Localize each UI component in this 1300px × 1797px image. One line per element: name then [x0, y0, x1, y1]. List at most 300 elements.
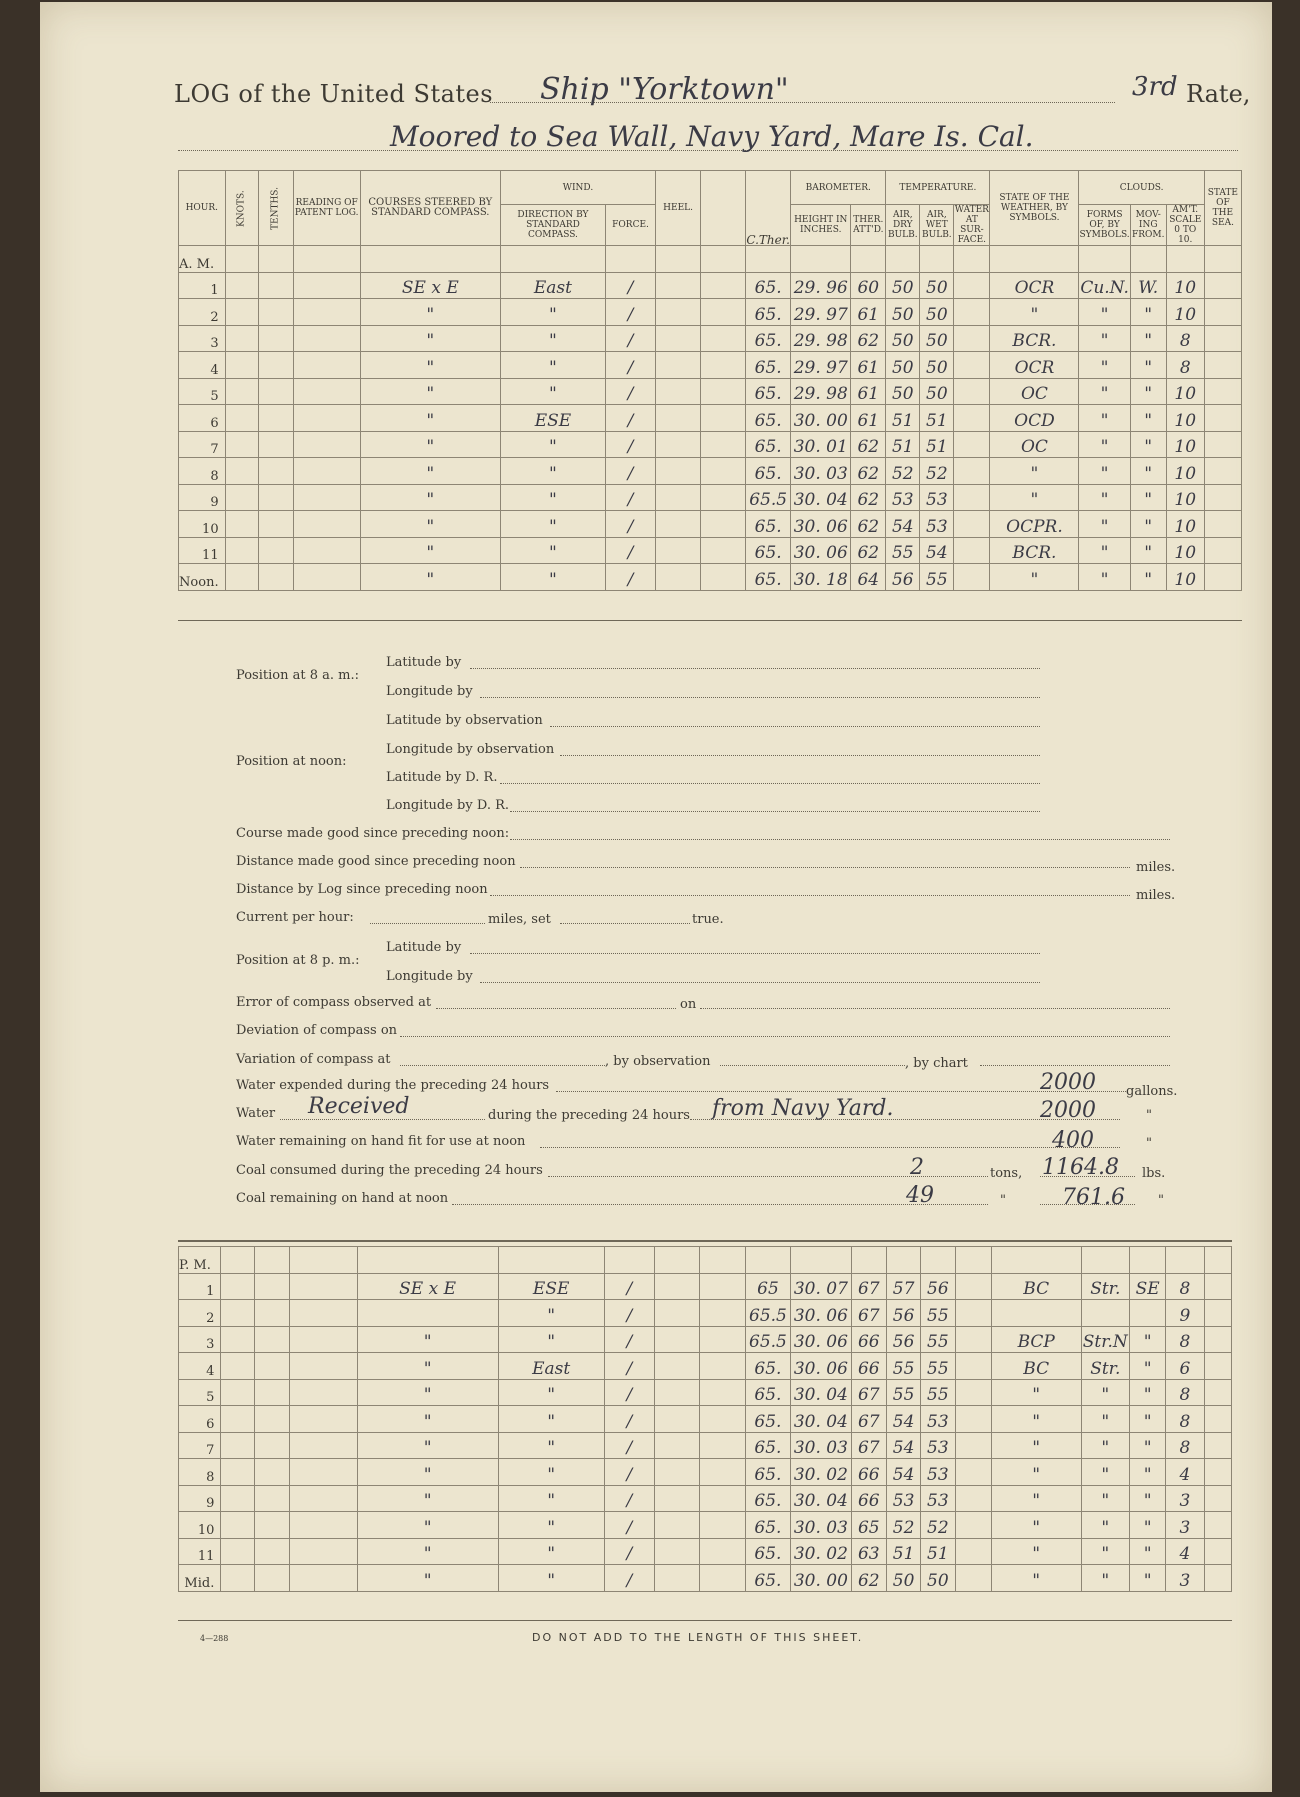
am-wet: 52: [920, 458, 954, 485]
am-moving: ": [1130, 564, 1166, 591]
pm-row: [179, 1273, 1232, 1300]
pm-force: /: [604, 1485, 654, 1512]
am-amt: 10: [1166, 484, 1204, 511]
col-temperature: TEMPERATURE.: [886, 171, 990, 205]
am-wind: ": [500, 299, 605, 326]
pm-wx: ": [991, 1485, 1081, 1512]
pos-8am-label: Position at 8 a. m.:: [236, 668, 359, 683]
am-att: 60: [851, 272, 886, 299]
am-cther: 65.: [746, 325, 791, 352]
pm-hour: 8: [179, 1459, 221, 1486]
pm-dry: 57: [886, 1273, 920, 1300]
am-cther: 65.: [746, 299, 791, 326]
long-obs: Longitude by observation: [386, 742, 555, 757]
pm-course: [357, 1300, 498, 1327]
col-c-ther: C.Ther.: [746, 171, 791, 246]
water-label: Water: [236, 1106, 276, 1121]
pm-att: 67: [851, 1300, 886, 1327]
am-wx: ": [990, 299, 1079, 326]
am-forms: ": [1079, 564, 1130, 591]
am-wind: ": [500, 537, 605, 564]
pm-wx: ": [991, 1406, 1081, 1433]
pm-row: [179, 1538, 1232, 1565]
pm-amt: 8: [1166, 1326, 1204, 1353]
pm-att: 66: [851, 1459, 886, 1486]
pm-wx: BC: [991, 1353, 1081, 1380]
pm-force: /: [604, 1326, 654, 1353]
long-dr: Longitude by D. R.: [386, 798, 509, 813]
pm-dry: 54: [886, 1432, 920, 1459]
am-moving: ": [1130, 484, 1166, 511]
pm-wx: ": [991, 1379, 1081, 1406]
am-amt: 10: [1166, 458, 1204, 485]
am-bar: 30. 06: [791, 511, 851, 538]
pm-dry: 50: [886, 1565, 920, 1592]
footer-warning: DO NOT ADD TO THE LENGTH OF THIS SHEET.: [532, 1631, 864, 1644]
col-weather: STATE OF THE WEATHER, BY SYMBOLS.: [990, 171, 1079, 246]
pm-wind: ": [498, 1300, 604, 1327]
am-course: SE x E: [360, 272, 500, 299]
pm-forms: [1081, 1300, 1129, 1327]
pm-wind: ": [498, 1459, 604, 1486]
am-dry: 50: [886, 378, 920, 405]
coal-remaining-lbs: 761.6: [1062, 1185, 1125, 1210]
pm-amt: 8: [1166, 1406, 1204, 1433]
pm-dry: 53: [886, 1485, 920, 1512]
col-air-wet: AIR, WET BULB.: [920, 205, 954, 246]
pm-wet: 56: [921, 1273, 955, 1300]
pm-wet: 50: [921, 1565, 955, 1592]
pm-wx: ": [991, 1565, 1081, 1592]
am-wet: 50: [920, 325, 954, 352]
pm-moving: ": [1129, 1406, 1165, 1433]
current-per-hour: Current per hour:: [236, 910, 354, 925]
pm-moving: ": [1129, 1353, 1165, 1380]
pm-forms: ": [1081, 1485, 1129, 1512]
true-label: true.: [692, 912, 724, 927]
pm-dry: 52: [886, 1512, 920, 1539]
am-amt: 10: [1166, 299, 1204, 326]
pm-wx: ": [991, 1512, 1081, 1539]
pm-wet: 55: [921, 1353, 955, 1380]
am-wind: ": [500, 458, 605, 485]
pm-wx: [991, 1300, 1081, 1327]
am-force: /: [606, 511, 656, 538]
pm-amt: 9: [1166, 1300, 1204, 1327]
pm-wet: 53: [921, 1432, 955, 1459]
am-course: ": [360, 511, 500, 538]
am-amt: 10: [1166, 537, 1204, 564]
pm-bar: 30. 04: [791, 1485, 852, 1512]
pm-wind: ": [498, 1432, 604, 1459]
pm-wet: 52: [921, 1512, 955, 1539]
gallons-label: gallons.: [1126, 1084, 1178, 1099]
am-wet: 54: [920, 537, 954, 564]
pm-forms: ": [1081, 1565, 1129, 1592]
am-wx: BCR.: [990, 537, 1079, 564]
pm-hour: 5: [179, 1379, 221, 1406]
pm-amt: 8: [1166, 1432, 1204, 1459]
am-row: [179, 431, 1242, 458]
am-wind: ": [500, 352, 605, 379]
long-by-8pm: Longitude by: [386, 969, 473, 984]
water-remaining-value: 400: [1052, 1128, 1094, 1153]
pm-bar: 30. 06: [791, 1300, 852, 1327]
pm-cther: 65.5: [745, 1300, 790, 1327]
pm-moving: ": [1129, 1485, 1165, 1512]
pm-cther: 65.: [745, 1538, 790, 1565]
pm-wx: ": [991, 1459, 1081, 1486]
pm-att: 65: [851, 1512, 886, 1539]
am-amt: 10: [1166, 431, 1204, 458]
am-force: /: [606, 458, 656, 485]
pm-forms: Str.: [1081, 1353, 1129, 1380]
pm-bar: 30. 04: [791, 1379, 852, 1406]
am-dry: 54: [886, 511, 920, 538]
pm-dry: 55: [886, 1379, 920, 1406]
pm-att: 67: [851, 1406, 886, 1433]
am-wx: ": [990, 484, 1079, 511]
pm-amt: 8: [1166, 1273, 1204, 1300]
am-course: ": [360, 405, 500, 432]
pm-att: 66: [851, 1353, 886, 1380]
pm-bar: 30. 06: [791, 1326, 852, 1353]
am-att: 61: [851, 352, 886, 379]
am-wx: OC: [990, 378, 1079, 405]
am-wx: OC: [990, 431, 1079, 458]
pm-forms: Str.: [1081, 1273, 1129, 1300]
am-row: [179, 537, 1242, 564]
am-forms: ": [1079, 458, 1130, 485]
pm-bar: 30. 03: [791, 1512, 852, 1539]
am-hour: 8: [179, 458, 226, 485]
water-expended-label: Water expended during the preceding 24 hours: [236, 1078, 550, 1093]
col-sea: STATE OF THE SEA.: [1204, 171, 1241, 246]
pm-bar: 30. 02: [791, 1459, 852, 1486]
am-dry: 51: [886, 431, 920, 458]
pm-amt: 8: [1166, 1379, 1204, 1406]
pm-row: [179, 1300, 1232, 1327]
col-courses: COURSES STEERED BY STANDARD COMPASS.: [360, 171, 500, 246]
am-moving: W.: [1130, 272, 1166, 299]
am-forms: ": [1079, 537, 1130, 564]
am-att: 61: [851, 405, 886, 432]
pm-moving: ": [1129, 1459, 1165, 1486]
pm-forms: ": [1081, 1459, 1129, 1486]
pm-dry: 51: [886, 1538, 920, 1565]
am-moving: ": [1130, 511, 1166, 538]
pm-label: P. M.: [179, 1247, 221, 1274]
pm-hour: Mid.: [179, 1565, 221, 1592]
pm-row: [179, 1353, 1232, 1380]
pm-wind: ": [498, 1512, 604, 1539]
rate-label: Rate,: [1186, 80, 1251, 108]
am-forms: ": [1079, 431, 1130, 458]
am-att: 62: [851, 431, 886, 458]
col-wind-force: FORCE.: [606, 205, 656, 246]
am-hour: 2: [179, 299, 226, 326]
am-wx: BCR.: [990, 325, 1079, 352]
coal-remaining-tons: 49: [906, 1183, 934, 1208]
pm-hour: 11: [179, 1538, 221, 1565]
pm-row: [179, 1432, 1232, 1459]
water-received-ditto: ": [1146, 1108, 1152, 1123]
am-row: [179, 511, 1242, 538]
am-cther: 65.: [746, 511, 791, 538]
am-dry: 51: [886, 405, 920, 432]
pm-hour: 2: [179, 1300, 221, 1327]
form-number: 4—288: [200, 1634, 229, 1643]
distance-made-good: Distance made good since preceding noon: [236, 854, 516, 869]
pm-wx: BCP: [991, 1326, 1081, 1353]
am-att: 62: [851, 537, 886, 564]
am-forms: ": [1079, 378, 1130, 405]
pm-cther: 65.: [745, 1565, 790, 1592]
am-att: 62: [851, 484, 886, 511]
am-dry: 52: [886, 458, 920, 485]
pm-forms: ": [1081, 1512, 1129, 1539]
pm-dry: 56: [886, 1326, 920, 1353]
pm-att: 63: [851, 1538, 886, 1565]
am-course: ": [360, 458, 500, 485]
pm-course: ": [357, 1406, 498, 1433]
am-hour: 9: [179, 484, 226, 511]
pm-forms: ": [1081, 1379, 1129, 1406]
am-row: [179, 272, 1242, 299]
am-moving: ": [1130, 458, 1166, 485]
pm-moving: ": [1129, 1432, 1165, 1459]
am-dry: 50: [886, 325, 920, 352]
ship-rate: 3rd: [1132, 72, 1178, 102]
pm-wet: 55: [921, 1326, 955, 1353]
pm-force: /: [604, 1512, 654, 1539]
am-course: ": [360, 564, 500, 591]
coal-consumed-tons: 2: [910, 1155, 924, 1180]
pm-wind: ESE: [498, 1273, 604, 1300]
pm-row: [179, 1379, 1232, 1406]
pm-force: /: [604, 1565, 654, 1592]
coal-rem-ditto-1: ": [1000, 1193, 1006, 1208]
pm-wind: ": [498, 1538, 604, 1565]
pm-force: /: [604, 1432, 654, 1459]
col-knots: KNOTS.: [225, 171, 258, 246]
am-wind: ": [500, 325, 605, 352]
pm-forms: Str.N: [1081, 1326, 1129, 1353]
am-wind: ": [500, 378, 605, 405]
pm-wet: 53: [921, 1459, 955, 1486]
col-wind: WIND.: [500, 171, 655, 205]
pm-bar: 30. 04: [791, 1406, 852, 1433]
am-log-table: [178, 170, 1242, 591]
am-wet: 53: [920, 511, 954, 538]
am-wet: 51: [920, 405, 954, 432]
pm-row: [179, 1326, 1232, 1353]
long-by-8am: Longitude by: [386, 684, 473, 699]
pm-hour: 4: [179, 1353, 221, 1380]
am-wx: OCR: [990, 272, 1079, 299]
am-bar: 29. 97: [791, 299, 851, 326]
am-wx: OCPR.: [990, 511, 1079, 538]
pm-hour: 1: [179, 1273, 221, 1300]
am-row: [179, 299, 1242, 326]
am-wx: OCR: [990, 352, 1079, 379]
pm-moving: ": [1129, 1565, 1165, 1592]
am-moving: ": [1130, 352, 1166, 379]
am-row: [179, 484, 1242, 511]
pm-amt: 6: [1166, 1353, 1204, 1380]
am-row: [179, 458, 1242, 485]
am-label: A. M.: [179, 246, 226, 273]
pm-course: ": [357, 1353, 498, 1380]
am-forms: Cu.N.: [1079, 272, 1130, 299]
am-bar: 30. 03: [791, 458, 851, 485]
am-force: /: [606, 405, 656, 432]
am-amt: 8: [1166, 352, 1204, 379]
pm-forms: ": [1081, 1538, 1129, 1565]
col-heel: HEEL.: [656, 171, 701, 246]
pm-moving: ": [1129, 1379, 1165, 1406]
pm-att: 66: [851, 1485, 886, 1512]
pm-force: /: [604, 1353, 654, 1380]
pm-course: ": [357, 1379, 498, 1406]
col-air-dry: AIR, DRY BULB.: [886, 205, 920, 246]
am-hour: 11: [179, 537, 226, 564]
am-forms: ": [1079, 405, 1130, 432]
col-hour: HOUR.: [179, 171, 226, 246]
pm-cther: 65.: [745, 1353, 790, 1380]
pm-dry: 54: [886, 1406, 920, 1433]
pm-wind: ": [498, 1565, 604, 1592]
pm-course: ": [357, 1485, 498, 1512]
col-barometer: BAROMETER.: [791, 171, 886, 205]
pm-row: [179, 1485, 1232, 1512]
pm-forms: ": [1081, 1432, 1129, 1459]
am-hour: 10: [179, 511, 226, 538]
am-dry: 50: [886, 352, 920, 379]
pm-force: /: [604, 1406, 654, 1433]
am-row: [179, 405, 1242, 432]
am-force: /: [606, 484, 656, 511]
pm-cther: 65.: [745, 1379, 790, 1406]
pm-att: 67: [851, 1379, 886, 1406]
am-hour: 7: [179, 431, 226, 458]
distance-by-log: Distance by Log since preceding noon: [236, 882, 488, 897]
am-force: /: [606, 299, 656, 326]
col-cloud-forms: FORMS OF, BY SYMBOLS.: [1079, 205, 1130, 246]
am-row: [179, 564, 1242, 591]
am-bar: 30. 18: [791, 564, 851, 591]
pm-cther: 65.: [745, 1459, 790, 1486]
pm-att: 66: [851, 1326, 886, 1353]
am-amt: 8: [1166, 325, 1204, 352]
am-cther: 65.: [746, 458, 791, 485]
pm-cther: 65.: [745, 1406, 790, 1433]
ship-name: Ship "Yorktown": [540, 72, 789, 107]
pm-wet: 55: [921, 1379, 955, 1406]
pm-row: [179, 1459, 1232, 1486]
by-observation: , by observation: [605, 1054, 711, 1069]
lat-by-8pm: Latitude by: [386, 940, 462, 955]
pm-amt: 3: [1166, 1485, 1204, 1512]
pm-course: ": [357, 1326, 498, 1353]
error-of-compass: Error of compass observed at: [236, 995, 432, 1010]
am-moving: ": [1130, 405, 1166, 432]
col-patent-log: READING OF PATENT LOG.: [293, 171, 360, 246]
pm-force: /: [604, 1273, 654, 1300]
am-wx: ": [990, 458, 1079, 485]
am-dry: 56: [886, 564, 920, 591]
am-wind: East: [500, 272, 605, 299]
am-forms: ": [1079, 352, 1130, 379]
am-hour: Noon.: [179, 564, 226, 591]
am-cther: 65.: [746, 378, 791, 405]
col-wind-direction: DIRECTION BY STANDARD COMPASS.: [500, 205, 605, 246]
am-wind: ": [500, 484, 605, 511]
am-course: ": [360, 431, 500, 458]
pm-wind: ": [498, 1406, 604, 1433]
pm-hour: 6: [179, 1406, 221, 1433]
pm-wx: ": [991, 1432, 1081, 1459]
am-wet: 50: [920, 352, 954, 379]
pos-noon-label: Position at noon:: [236, 754, 347, 769]
am-att: 64: [851, 564, 886, 591]
coal-remaining-label: Coal remaining on hand at noon: [236, 1191, 449, 1206]
pm-course: ": [357, 1459, 498, 1486]
pm-moving: SE: [1129, 1273, 1165, 1300]
pm-course: ": [357, 1538, 498, 1565]
pm-bar: 30. 07: [791, 1273, 852, 1300]
water-remaining-ditto: ": [1146, 1136, 1152, 1151]
pm-course: ": [357, 1512, 498, 1539]
pm-row: [179, 1512, 1232, 1539]
am-force: /: [606, 564, 656, 591]
am-forms: ": [1079, 484, 1130, 511]
am-hour: 3: [179, 325, 226, 352]
am-moving: ": [1130, 299, 1166, 326]
col-ther-attd: THER. ATT'D.: [851, 205, 886, 246]
col-cloud-moving: MOV-ING FROM.: [1130, 205, 1166, 246]
am-force: /: [606, 352, 656, 379]
am-forms: ": [1079, 299, 1130, 326]
am-wet: 50: [920, 299, 954, 326]
pm-amt: 4: [1166, 1459, 1204, 1486]
pm-course: ": [357, 1565, 498, 1592]
pm-amt: 4: [1166, 1538, 1204, 1565]
coal-consumed-label: Coal consumed during the preceding 24 hours: [236, 1163, 543, 1178]
pm-moving: ": [1129, 1512, 1165, 1539]
by-chart: , by chart: [905, 1056, 968, 1071]
pm-row: [179, 1565, 1232, 1592]
lat-by-8am: Latitude by: [386, 655, 462, 670]
am-dry: 55: [886, 537, 920, 564]
am-row: [179, 378, 1242, 405]
pm-row: [179, 1406, 1232, 1433]
am-wind: ": [500, 564, 605, 591]
pm-cther: 65: [745, 1273, 790, 1300]
am-course: ": [360, 378, 500, 405]
pm-course: SE x E: [357, 1273, 498, 1300]
am-moving: ": [1130, 325, 1166, 352]
am-att: 61: [851, 299, 886, 326]
am-cther: 65.5: [746, 484, 791, 511]
am-wet: 51: [920, 431, 954, 458]
am-cther: 65.: [746, 405, 791, 432]
miles-label-1: miles.: [1136, 860, 1176, 875]
water-received: Received: [308, 1094, 410, 1119]
pm-att: 67: [851, 1432, 886, 1459]
pm-att: 62: [851, 1565, 886, 1592]
pm-wx: BC: [991, 1273, 1081, 1300]
